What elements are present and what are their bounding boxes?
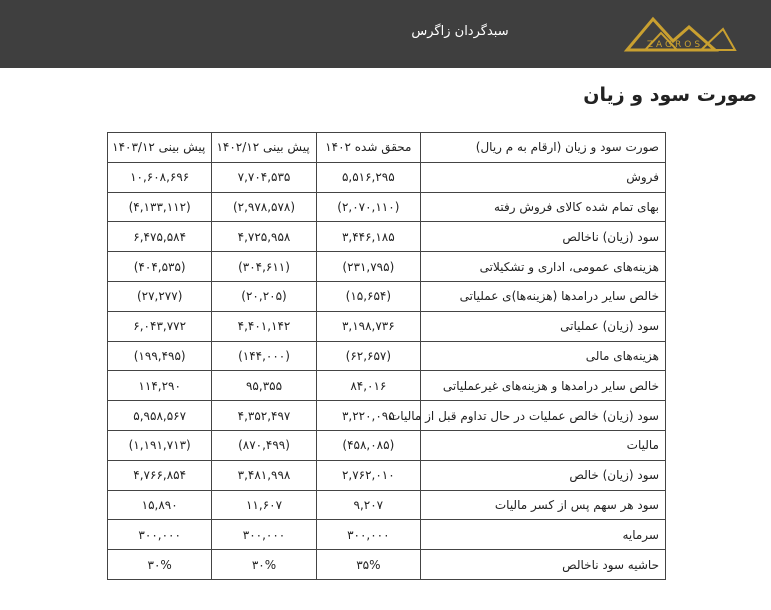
table-row [108,401,666,431]
value-forecast-1402: ۱۱,۶۰۷ [212,490,316,520]
row-label: سود (زیان) عملیاتی [421,311,666,341]
value-actual-1402: (۶۲,۶۵۷) [316,341,420,371]
row-label: سود (زیان) ناخالص [421,222,666,252]
value-forecast-1403: ۴,۷۶۶,۸۵۴ [108,460,212,490]
row-label: خالص سایر درامدها (هزینه‌ها)ی عملیاتی [421,281,666,311]
table-row [108,311,666,341]
row-label: بهای تمام شده کالای فروش رفته [421,192,666,222]
value-forecast-1403: ۳۰% [108,550,212,580]
value-forecast-1403: (۴۰۴,۵۳۵) [108,252,212,282]
zagros-logo[interactable] [623,13,738,55]
value-forecast-1402: ۴,۷۲۵,۹۵۸ [212,222,316,252]
value-forecast-1402: ۳,۴۸۱,۹۹۸ [212,460,316,490]
table-row [108,192,666,222]
row-label: سود هر سهم پس از کسر مالیات [421,490,666,520]
table-row [108,162,666,192]
value-forecast-1403: (۴,۱۳۳,۱۱۲) [108,192,212,222]
table-row [108,252,666,282]
value-actual-1402: (۴۵۸,۰۸۵) [316,430,420,460]
value-forecast-1402: ۹۵,۳۵۵ [212,371,316,401]
value-forecast-1402: ۴,۴۰۱,۱۴۲ [212,311,316,341]
row-label: فروش [421,162,666,192]
value-actual-1402: (۲,۰۷۰,۱۱۰) [316,192,420,222]
column-header-forecast-1403: پیش بینی ۱۴۰۳/۱۲ [108,133,212,163]
table-row [108,550,666,580]
row-label: سود (زیان) خالص [421,460,666,490]
column-header-actual-1402: محقق شده ۱۴۰۲ [316,133,420,163]
row-label: سود (زیان) خالص عملیات در حال تداوم قبل از مالیات [421,401,666,431]
value-actual-1402: (۲۳۱,۷۹۵) [316,252,420,282]
value-actual-1402: ۳,۴۴۶,۱۸۵ [316,222,420,252]
value-forecast-1403: (۱۹۹,۴۹۵) [108,341,212,371]
value-actual-1402: (۱۵,۶۵۴) [316,281,420,311]
row-label: حاشیه سود ناخالص [421,550,666,580]
value-forecast-1403: ۱۵,۸۹۰ [108,490,212,520]
profit-loss-table [107,132,666,580]
column-header-forecast-1402: پیش بینی ۱۴۰۲/۱۲ [212,133,316,163]
value-forecast-1402: (۱۴۴,۰۰۰) [212,341,316,371]
table-header-row [108,133,666,163]
value-actual-1402: ۳,۲۲۰,۰۹۵ [316,401,420,431]
value-forecast-1402: (۸۷۰,۴۹۹) [212,430,316,460]
value-actual-1402: ۳۵% [316,550,420,580]
value-forecast-1403: (۲۷,۲۷۷) [108,281,212,311]
table-row [108,520,666,550]
mountain-logo-icon [623,13,738,55]
table-row [108,281,666,311]
logo-wordmark: ZAGROS [646,40,704,50]
value-forecast-1403: ۳۰۰,۰۰۰ [108,520,212,550]
table-row [108,371,666,401]
value-forecast-1402: ۴,۳۵۲,۴۹۷ [212,401,316,431]
table-row [108,222,666,252]
row-label: هزینه‌های عمومی، اداری و تشکیلاتی [421,252,666,282]
value-forecast-1403: ۱۰,۶۰۸,۶۹۶ [108,162,212,192]
row-label: سرمایه [421,520,666,550]
table-row [108,341,666,371]
row-label: خالص سایر درامدها و هزینه‌های غیرعملیاتی [421,371,666,401]
page-title: صورت سود و زیان [583,84,757,106]
value-forecast-1402: ۳۰% [212,550,316,580]
value-forecast-1403: ۱۱۴,۲۹۰ [108,371,212,401]
value-actual-1402: ۵,۵۱۶,۲۹۵ [316,162,420,192]
value-actual-1402: ۹,۲۰۷ [316,490,420,520]
value-forecast-1402: (۲,۹۷۸,۵۷۸) [212,192,316,222]
row-label: هزینه‌های مالی [421,341,666,371]
value-forecast-1403: ۶,۴۷۵,۵۸۴ [108,222,212,252]
table-row [108,490,666,520]
value-forecast-1402: (۲۰,۲۰۵) [212,281,316,311]
value-actual-1402: ۳۰۰,۰۰۰ [316,520,420,550]
row-label: مالیات [421,430,666,460]
value-actual-1402: ۳,۱۹۸,۷۳۶ [316,311,420,341]
value-forecast-1402: ۷,۷۰۴,۵۳۵ [212,162,316,192]
value-actual-1402: ۸۴,۰۱۶ [316,371,420,401]
top-header-bar [0,0,771,68]
value-forecast-1403: ۶,۰۴۳,۷۷۲ [108,311,212,341]
table-row [108,460,666,490]
value-forecast-1402: (۳۰۴,۶۱۱) [212,252,316,282]
value-actual-1402: ۲,۷۶۲,۰۱۰ [316,460,420,490]
table-row [108,430,666,460]
value-forecast-1403: (۱,۱۹۱,۷۱۳) [108,430,212,460]
value-forecast-1402: ۳۰۰,۰۰۰ [212,520,316,550]
brand-title: سبدگردان زاگرس [411,24,509,39]
value-forecast-1403: ۵,۹۵۸,۵۶۷ [108,401,212,431]
column-header-label: صورت سود و زیان (ارقام به م ریال) [421,133,666,163]
